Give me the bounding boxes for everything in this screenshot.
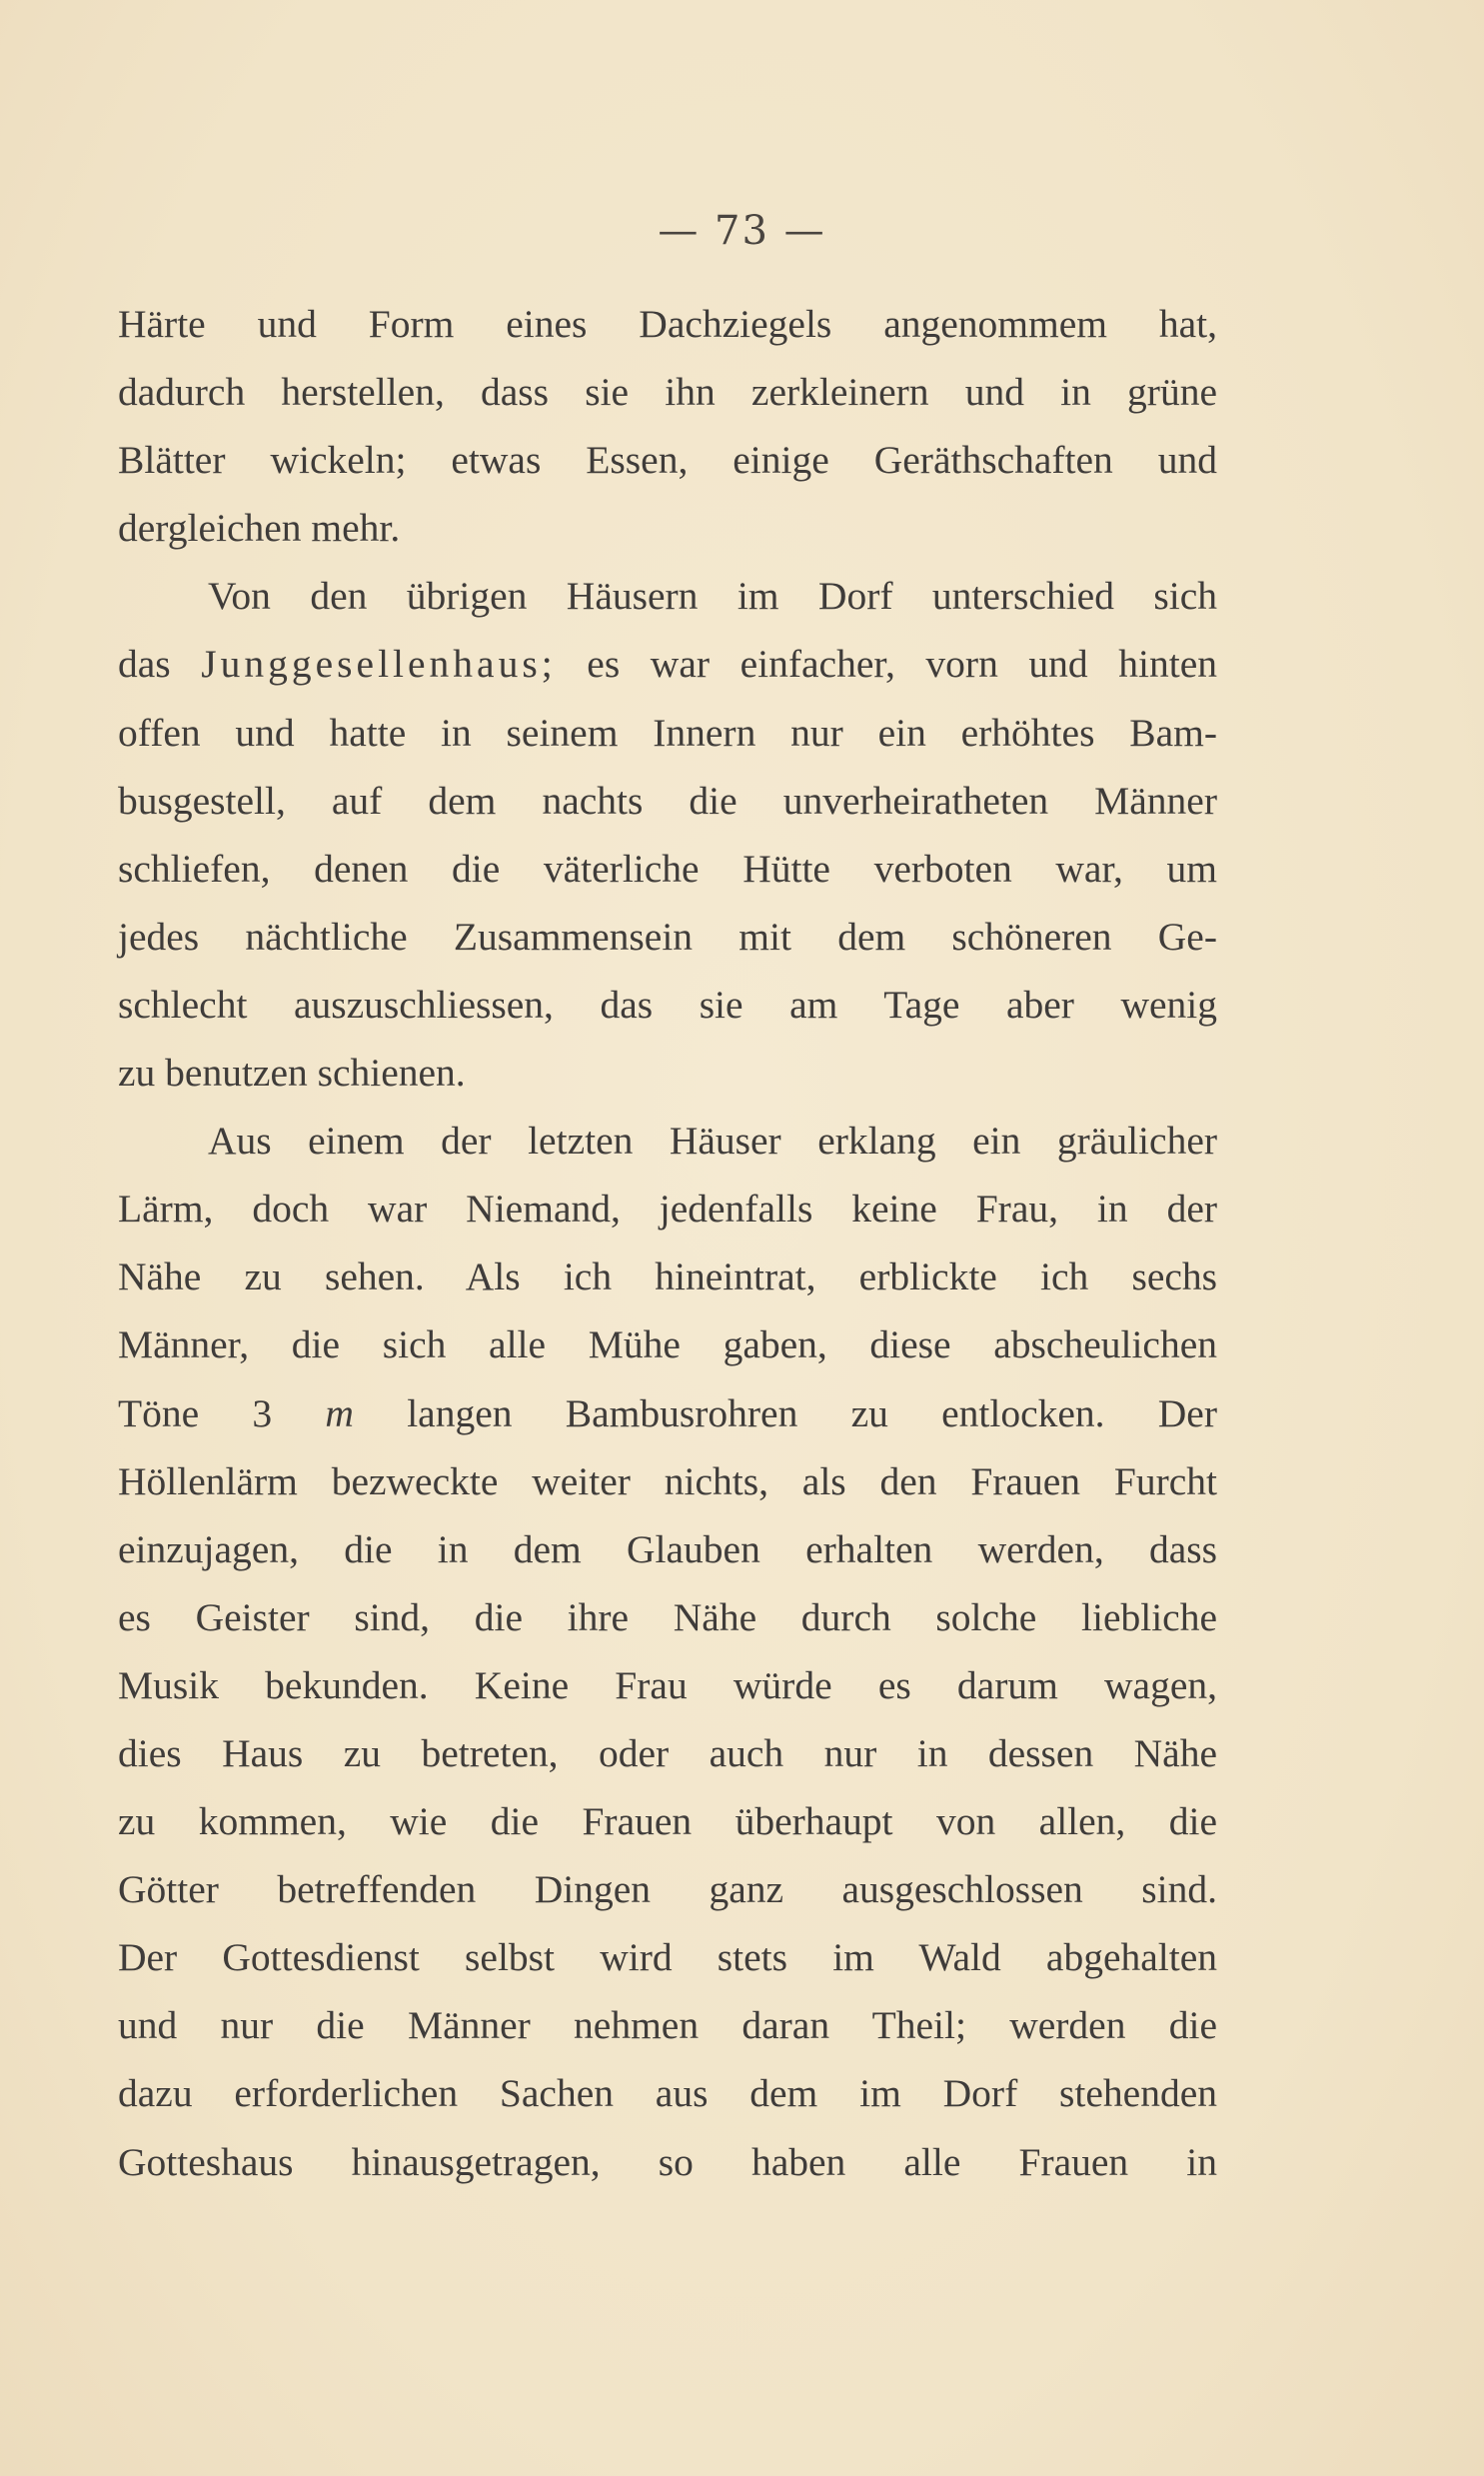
text-line: dadurch herstellen, dass sie ihn zerkleinern und in grüne [118,370,1217,415]
text-segment: langen Bambusrohren zu entlocken. Der [353,1390,1217,1435]
page-number: — 73 — [658,208,826,254]
body-text [118,290,1217,2196]
text-line [118,1379,1217,1447]
text-line: schlecht auszuschliessen, das sie am Tage aber wenig [118,982,1217,1027]
text-line: dies Haus zu betreten, oder auch nur in dessen Nähe [118,1730,1217,1775]
text-line: Nähe zu sehen. Als ich hineintrat, erblickte ich sechs [118,1254,1217,1299]
text-line: es Geister sind, die ihre Nähe durch solche liebliche [118,1594,1217,1639]
text-line: Musik bekunden. Keine Frau würde es darum wagen, [118,1662,1217,1707]
text-line: Höllenlärm bezweckte weiter nichts, als den Frauen Furcht [118,1458,1217,1503]
text-line: Götter betreffenden Dingen ganz ausgeschlossen sind. [118,1867,1217,1912]
text-segment: Töne 3 [118,1390,326,1435]
spaced-emphasis: Junggesellenhaus; [201,642,557,687]
text-line: Aus einem der letzten Häuser erklang ein gräulicher [208,1119,1217,1164]
text-line: offen und hatte in seinem Innern nur ein erhöhtes Bam- [118,710,1217,755]
text-line: jedes nächtliche Zusammensein mit dem schöneren Ge- [118,914,1217,959]
text-line: dergleichen mehr. [118,506,401,551]
text-line: Härte und Form eines Dachziegels angenommem hat, [118,302,1217,346]
text-line: Der Gottesdienst selbst wird stets im Wald abgehalten [118,1935,1217,1980]
unit-italic: m [325,1390,354,1435]
text-line: dazu erforderlichen Sachen aus dem im Dorf stehenden [118,2071,1217,2116]
text-line: und nur die Männer nehmen daran Theil; werden die [118,2003,1217,2048]
text-line: Von den übrigen Häusern im Dorf unterschied sich [208,574,1217,619]
text-line: Lärm, doch war Niemand, jedenfalls keine Frau, in der [118,1187,1217,1232]
text-line: Männer, die sich alle Mühe gaben, diese abscheulichen [118,1322,1217,1367]
text-line: Blätter wickeln; etwas Essen, einige Geräthschaften und [118,438,1217,483]
text-line: busgestell, auf dem nachts die unverheiratheten Männer [118,778,1217,823]
text-line [118,630,1217,698]
text-line: Gotteshaus hinausgetragen, so haben alle Frauen in [118,2139,1217,2184]
text-line: zu kommen, wie die Frauen überhaupt von allen, die [118,1799,1217,1844]
text-line: zu benutzen schienen. [118,1051,466,1096]
text-line: einzujagen, die in dem Glauben erhalten werden, dass [118,1526,1217,1571]
text-segment: es war einfacher, vorn und hinten [556,642,1218,687]
text-segment: das [118,642,202,687]
text-line: schliefen, denen die väterliche Hütte verboten war, um [118,846,1217,891]
